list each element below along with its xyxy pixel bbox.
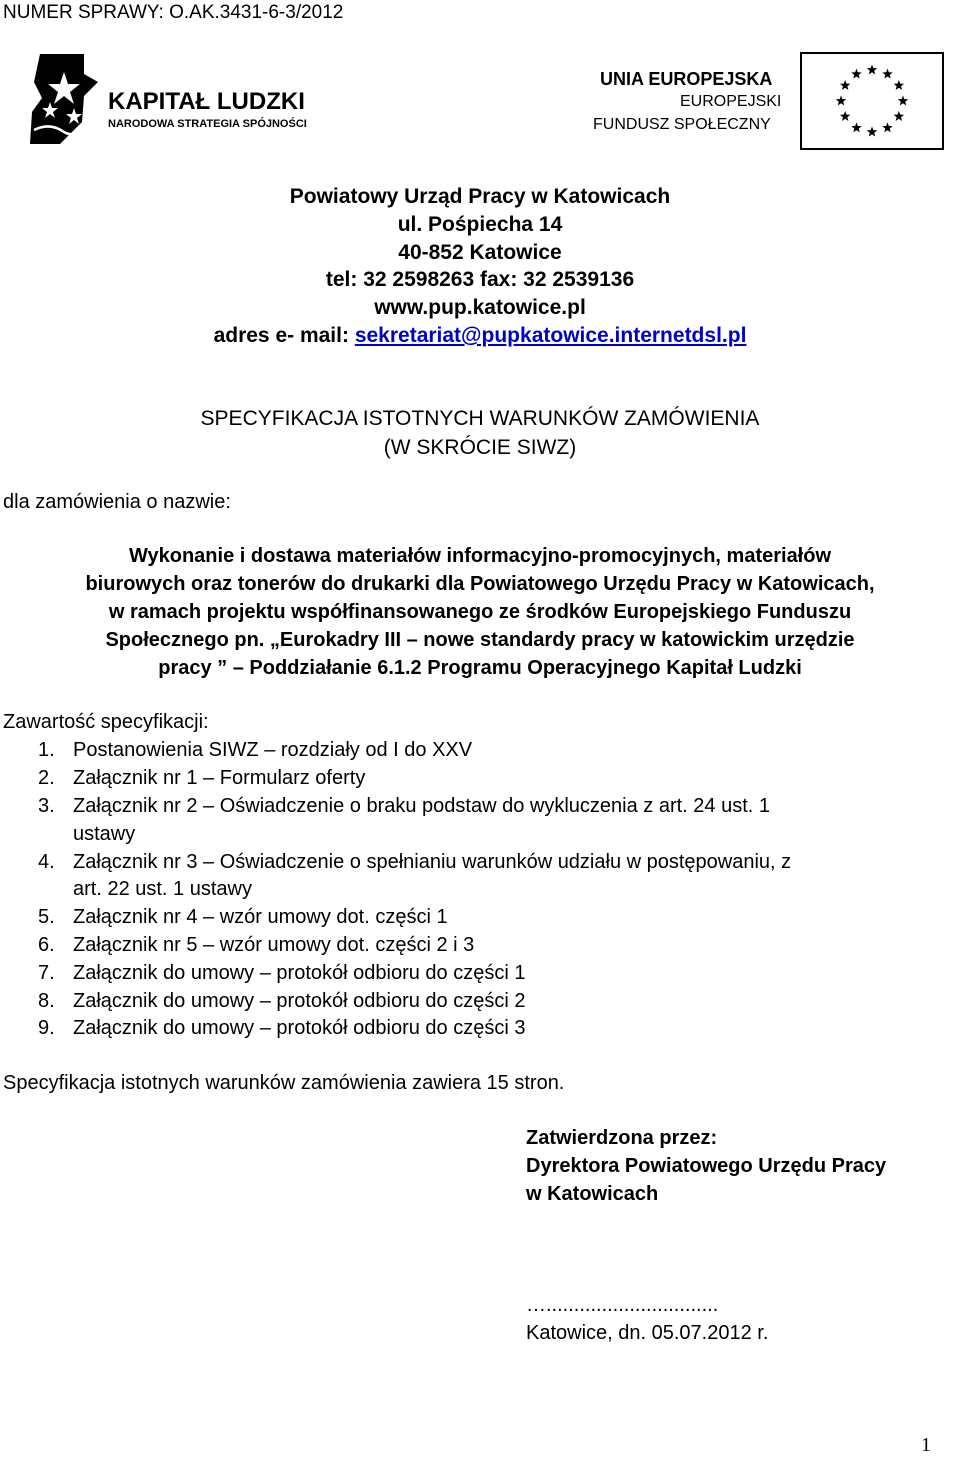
eu-logo-line3: FUNDUSZ SPOŁECZNY [593, 116, 771, 133]
kapital-ludzki-subtitle: NARODOWA STRATEGIA SPÓJNOŚCI [108, 118, 307, 130]
eu-logo-line1: UNIA EUROPEJSKA [600, 69, 773, 89]
list-item: 9. Załącznik do umowy – protokół odbioru do części 3 [38, 1017, 526, 1039]
list-item: 5. Załącznik nr 4 – wzór umowy dot. części 1 [38, 906, 448, 928]
list-item: 2. Załącznik nr 1 – Formularz oferty [38, 767, 366, 789]
contents-heading: Zawartość specyfikacji: [3, 711, 209, 733]
kapital-ludzki-emblem [24, 52, 104, 148]
list-item: 4. Załącznik nr 3 – Oświadczenie o spełnianiu warunków udziału w postępowaniu, z [38, 851, 792, 873]
place-date: Katowice, dn. 05.07.2012 r. [526, 1322, 769, 1344]
signature-dots: …............................... [526, 1294, 719, 1316]
eu-logo-line2: EUROPEJSKI [680, 93, 782, 110]
order-name-line-2: biurowych oraz tonerów do drukarki dla Powiatowego Urzędu Pracy w Katowicach, [85, 573, 875, 595]
page-count-note: Specyfikacja istotnych warunków zamówienia zawiera 15 stron. [3, 1072, 565, 1094]
spec-title: SPECYFIKACJA ISTOTNYCH WARUNKÓW ZAMÓWIENIA [200, 407, 760, 430]
approval-line-3: w Katowicach [526, 1183, 659, 1205]
list-item-continuation: ustawy [73, 823, 136, 845]
eu-logo [590, 52, 946, 152]
office-email-line [0, 324, 960, 348]
page-number: 1 [921, 1434, 931, 1456]
order-name-line-4: Społecznego pn. „Eurokadry III – nowe standardy pracy w katowickim urzędzie [105, 629, 855, 651]
list-item: 1. Postanowienia SIWZ – rozdziały od I do XXV [38, 739, 473, 761]
list-item: 7. Załącznik do umowy – protokół odbioru do części 1 [38, 962, 526, 984]
order-name-line-1: Wykonanie i dostawa materiałów informacyjno-promocyjnych, materiałów [128, 545, 832, 567]
email-link[interactable]: sekretariat@pupkatowice.internetdsl.pl [354, 324, 747, 347]
email-prefix: adres e- mail: [213, 324, 355, 347]
list-item: 8. Załącznik do umowy – protokół odbioru do części 2 [38, 990, 526, 1012]
approval-line-1: Zatwierdzona przez: [526, 1127, 718, 1149]
office-city: 40-852 Katowice [398, 241, 562, 264]
kapital-ludzki-title: KAPITAŁ LUDZKI [108, 88, 305, 115]
office-name: Powiatowy Urząd Pracy w Katowicach [289, 185, 671, 208]
spec-title-short: (W SKRÓCIE SIWZ) [383, 436, 577, 459]
order-name-line-3: w ramach projektu współfinansowanego ze środków Europejskiego Funduszu [108, 601, 852, 623]
case-number: NUMER SPRAWY: O.AK.3431-6-3/2012 [3, 2, 344, 23]
approval-line-2: Dyrektora Powiatowego Urzędu Pracy [526, 1155, 887, 1177]
order-label: dla zamówienia o nazwie: [3, 491, 231, 513]
kapital-ludzki-logo [24, 52, 334, 152]
list-item: 3. Załącznik nr 2 – Oświadczenie o braku podstaw do wykluczenia z art. 24 ust. 1 [38, 795, 771, 817]
order-name-line-5: pracy ” – Poddziałanie 6.1.2 Programu Operacyjnego Kapitał Ludzki [158, 657, 802, 679]
office-website: www.pup.katowice.pl [374, 296, 586, 319]
list-item-continuation: art. 22 ust. 1 ustawy [73, 878, 252, 900]
list-item: 6. Załącznik nr 5 – wzór umowy dot. części 2 i 3 [38, 934, 475, 956]
office-street: ul. Pośpiecha 14 [397, 213, 563, 236]
office-phone: tel: 32 2598263 fax: 32 2539136 [325, 268, 635, 291]
eu-flag-icon [800, 52, 944, 150]
